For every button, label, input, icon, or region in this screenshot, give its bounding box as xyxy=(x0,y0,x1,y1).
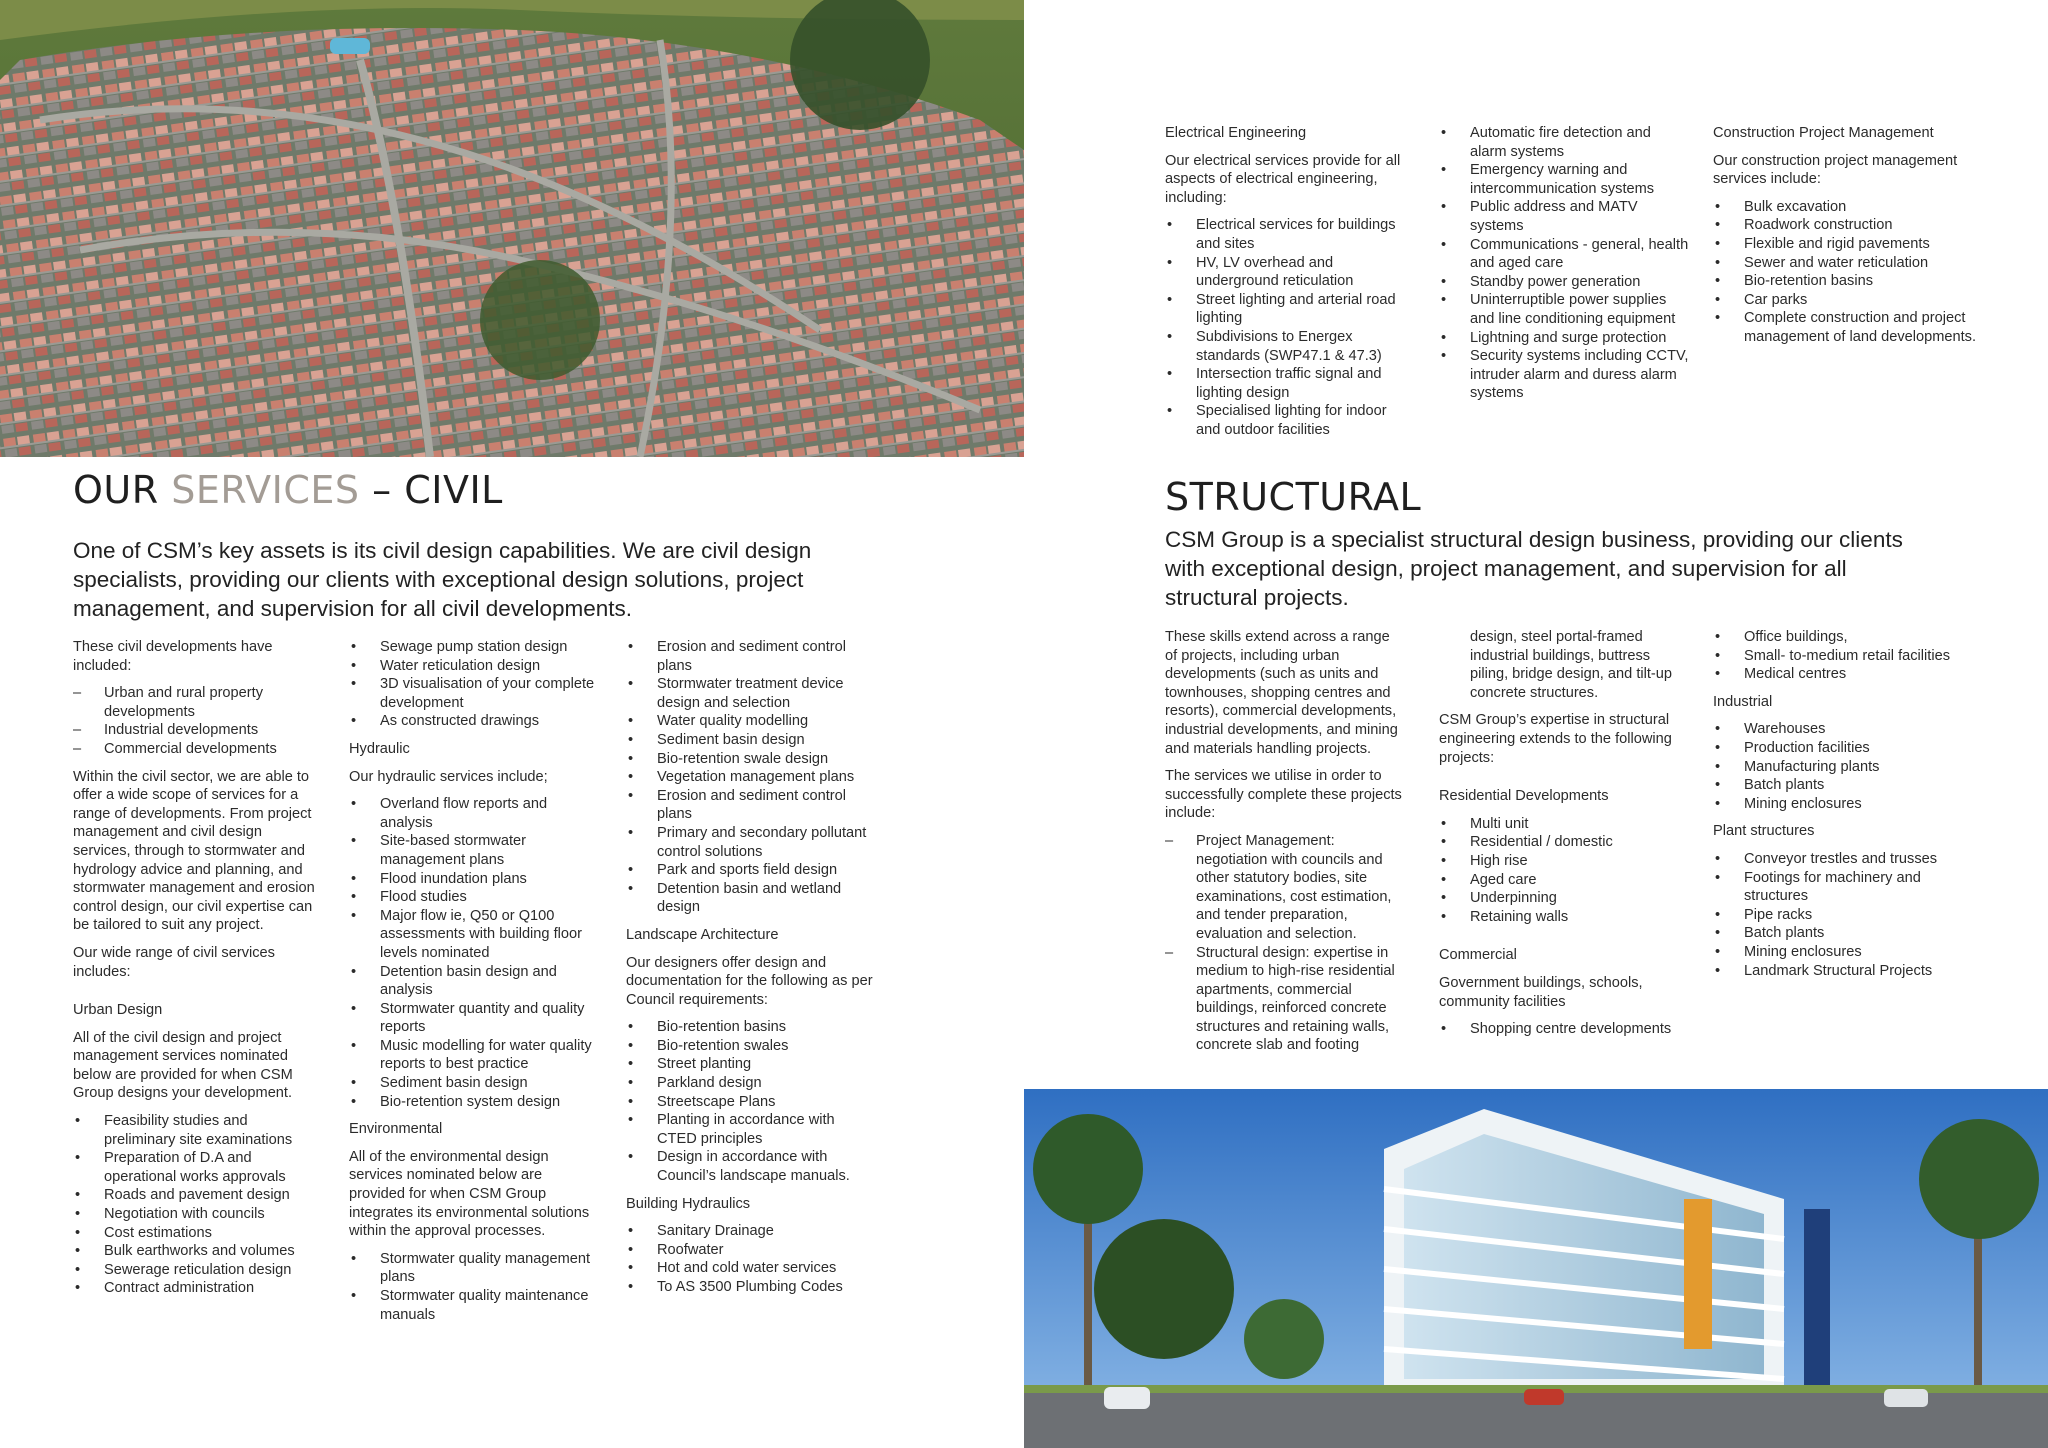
list-item: • Pipe racks xyxy=(1713,906,1978,925)
list-item: • Major flow ie, Q50 or Q100 assessments with building floor levels nominated xyxy=(349,907,601,963)
list-item: • Bio-retention system design xyxy=(349,1093,601,1112)
civil-column-3 xyxy=(626,638,878,1306)
list-item: • Roadwork construction xyxy=(1713,216,1978,235)
list-item: – Industrial developments xyxy=(73,721,318,740)
list-item: • Preparation of D.A and operational works approvals xyxy=(73,1149,318,1186)
industrial-list xyxy=(1713,720,1978,813)
structural-intro: CSM Group is a specialist structural design business, providing our clients with exceptional design, project management, and supervision for all structural projects. xyxy=(1165,527,1903,610)
list-item: • Overland flow reports and analysis xyxy=(349,795,601,832)
list-item: • Bulk earthworks and volumes xyxy=(73,1242,318,1261)
paragraph: Our designers offer design and documentation for the following as per Council requirements: xyxy=(626,954,873,1008)
list-item: • Electrical services for buildings and sites xyxy=(1165,216,1410,253)
list-item: • Intersection traffic signal and lighting design xyxy=(1165,365,1410,402)
electrical-list-continued xyxy=(1439,124,1691,403)
list-item: • Small- to-medium retail facilities xyxy=(1713,647,1978,666)
civil-column-2 xyxy=(349,638,601,1333)
list-item: • Communications - general, health and aged care xyxy=(1439,236,1691,273)
list-item: • Vegetation management plans xyxy=(626,768,878,787)
civil-heading: OUR SERVICES – CIVIL xyxy=(73,468,503,512)
list-item: – Commercial developments xyxy=(73,740,318,759)
civil-developments-list xyxy=(73,684,318,758)
list-item: • Automatic fire detection and alarm systems xyxy=(1439,124,1691,161)
list-item: • Flood inundation plans xyxy=(349,870,601,889)
list-item: • Detention basin design and analysis xyxy=(349,963,601,1000)
list-item: • Specialised lighting for indoor and outdoor facilities xyxy=(1165,402,1410,439)
list-item: • High rise xyxy=(1439,852,1689,871)
aerial-suburb-photo xyxy=(0,0,1024,457)
list-item: • Mining enclosures xyxy=(1713,795,1978,814)
list-item: – Urban and rural property developments xyxy=(73,684,318,721)
list-item: • Bio-retention swales xyxy=(626,1037,878,1056)
list-item: • Street lighting and arterial road lighting xyxy=(1165,291,1410,328)
commercial-title: Commercial xyxy=(1439,947,1517,964)
list-item: • Sanitary Drainage xyxy=(626,1222,878,1241)
list-item: • Stormwater quality maintenance manuals xyxy=(349,1287,601,1324)
civil-services-list-continued xyxy=(626,638,878,917)
list-item: • Street planting xyxy=(626,1055,878,1074)
list-item: • 3D visualisation of your complete development xyxy=(349,675,601,712)
environmental-title: Environmental xyxy=(349,1121,443,1138)
urban-design-title: Urban Design xyxy=(73,1002,163,1019)
list-item: • Sewer and water reticulation xyxy=(1713,254,1978,273)
commercial-list xyxy=(1439,1020,1689,1039)
list-item: • Detention basin and wetland design xyxy=(626,880,878,917)
landscape-list xyxy=(626,1018,878,1185)
list-item: • Roofwater xyxy=(626,1241,878,1260)
list-item: • Subdivisions to Energex standards (SWP47.1 & 47.3) xyxy=(1165,328,1410,365)
list-item: • Manufacturing plants xyxy=(1713,758,1978,777)
list-item: • Aged care xyxy=(1439,871,1689,890)
paragraph: CSM Group’s expertise in structural engineering extends to the following projects: xyxy=(1439,712,1672,766)
list-item: • Warehouses xyxy=(1713,720,1978,739)
list-item: • Sewerage reticulation design xyxy=(73,1261,318,1280)
structural-column-1 xyxy=(1165,628,1405,1064)
list-item: • Parkland design xyxy=(626,1074,878,1093)
paragraph: Government buildings, schools, community facilities xyxy=(1439,974,1643,1010)
list-item: • Emergency warning and intercommunication systems xyxy=(1439,161,1691,198)
list-item: • Batch plants xyxy=(1713,924,1978,943)
construction-title: Construction Project Management xyxy=(1713,125,1934,141)
list-item: • Erosion and sediment control plans xyxy=(626,787,878,824)
list-item: • Security systems including CCTV, intruder alarm and duress alarm systems xyxy=(1439,347,1691,403)
list-item: • Mining enclosures xyxy=(1713,943,1978,962)
building-hydraulics-title: Building Hydraulics xyxy=(626,1195,751,1212)
electrical-title: Electrical Engineering xyxy=(1165,125,1307,141)
structural-column-3 xyxy=(1713,628,1978,989)
list-item: • Design in accordance with Council’s landscape manuals. xyxy=(626,1148,878,1185)
residential-list xyxy=(1439,815,1689,927)
list-item: • Stormwater treatment device design and selection xyxy=(626,675,878,712)
list-item: • Shopping centre developments xyxy=(1439,1020,1689,1039)
list-item: • Primary and secondary pollutant control solutions xyxy=(626,824,878,861)
list-item: • Batch plants xyxy=(1713,776,1978,795)
list-item: • Stormwater quality management plans xyxy=(349,1250,601,1287)
list-item: • Bulk excavation xyxy=(1713,198,1978,217)
list-item: • Erosion and sediment control plans xyxy=(626,638,878,675)
list-item: • Feasibility studies and preliminary site examinations xyxy=(73,1112,318,1149)
paragraph: These civil developments have included: xyxy=(73,639,273,674)
structural-column-2 xyxy=(1439,628,1689,1048)
civil-column-1 xyxy=(73,638,318,1307)
building-render-photo xyxy=(1024,1089,2048,1448)
hydraulic-list xyxy=(349,795,601,1111)
hydraulic-title: Hydraulic xyxy=(349,740,410,757)
commercial-list-continued xyxy=(1713,628,1978,684)
construction-column xyxy=(1713,124,1978,356)
list-item: • Production facilities xyxy=(1713,739,1978,758)
list-item: • Multi unit xyxy=(1439,815,1689,834)
paragraph: The services we utilise in order to successfully complete these projects include: xyxy=(1165,768,1402,822)
paragraph: All of the civil design and project management services nominated below are provided for when CSM Group designs your development. xyxy=(73,1029,293,1102)
environmental-list xyxy=(349,1250,601,1324)
paragraph: design, steel portal-framed industrial buildings, buttress piling, bridge design, and tilt-up concrete structures. xyxy=(1470,629,1673,701)
list-item: • Bio-retention basins xyxy=(626,1018,878,1037)
structural-services-list xyxy=(1165,832,1405,1055)
civil-intro: One of CSM’s key assets is its civil design capabilities. We are civil design specialists, providing our clients with exceptional design solutions, project management, and supervision for all civil developments. xyxy=(73,538,812,621)
civil-services-list xyxy=(349,638,601,731)
list-item: • Negotiation with councils xyxy=(73,1205,318,1224)
urban-design-list xyxy=(73,1112,318,1298)
list-item: • Bio-retention basins xyxy=(1713,272,1978,291)
list-item: • Cost estimations xyxy=(73,1224,318,1243)
list-item: • Complete construction and project management of land developments. xyxy=(1713,309,1978,346)
plant-structures-title: Plant structures xyxy=(1713,823,1815,840)
list-item: • Retaining walls xyxy=(1439,908,1689,927)
list-item: • Flood studies xyxy=(349,888,601,907)
landscape-title: Landscape Architecture xyxy=(626,926,779,943)
residential-title: Residential Developments xyxy=(1439,788,1609,805)
electrical-column-1 xyxy=(1165,124,1410,449)
list-item: • Bio-retention swale design xyxy=(626,750,878,769)
list-item: • Hot and cold water services xyxy=(626,1259,878,1278)
industrial-title: Industrial xyxy=(1713,693,1773,710)
paragraph: Our hydraulic services include; xyxy=(349,768,548,785)
paragraph: Our wide range of civil services includes: xyxy=(73,944,275,980)
list-item: • Car parks xyxy=(1713,291,1978,310)
list-item: • Sediment basin design xyxy=(626,731,878,750)
list-item: • Streetscape Plans xyxy=(626,1093,878,1112)
list-item: • Public address and MATV systems xyxy=(1439,198,1691,235)
list-item: • Standby power generation xyxy=(1439,273,1691,292)
list-item: • Conveyor trestles and trusses xyxy=(1713,850,1978,869)
list-item: • Lightning and surge protection xyxy=(1439,329,1691,348)
construction-list xyxy=(1713,198,1978,347)
list-item: • Office buildings, xyxy=(1713,628,1978,647)
list-item: • Music modelling for water quality reports to best practice xyxy=(349,1037,601,1074)
paragraph: Our construction project management services include: xyxy=(1713,152,1958,188)
list-item: • Park and sports field design xyxy=(626,861,878,880)
list-item: • Roads and pavement design xyxy=(73,1186,318,1205)
list-item: • Water reticulation design xyxy=(349,657,601,676)
list-item: • Flexible and rigid pavements xyxy=(1713,235,1978,254)
list-item: • Sediment basin design xyxy=(349,1074,601,1093)
list-item: – Project Management: negotiation with councils and other statutory bodies, site examinations, cost estimation, and tender preparation, evaluation and selection. xyxy=(1165,832,1405,944)
list-item: • As constructed drawings xyxy=(349,712,601,731)
plant-structures-list xyxy=(1713,850,1978,980)
list-item: – Structural design: expertise in medium to high-rise residential apartments, commercial buildings, reinforced concrete structures and retaining walls, concrete slab and footing xyxy=(1165,944,1405,1056)
list-item: • Water quality modelling xyxy=(626,712,878,731)
list-item: • Planting in accordance with CTED principles xyxy=(626,1111,878,1148)
electrical-column-2 xyxy=(1439,124,1691,412)
list-item: • Uninterruptible power supplies and line conditioning equipment xyxy=(1439,291,1691,328)
list-item: • Underpinning xyxy=(1439,889,1689,908)
list-item: • Medical centres xyxy=(1713,665,1978,684)
paragraph: Our electrical services provide for all aspects of electrical engineering, including: xyxy=(1165,152,1401,206)
paragraph: All of the environmental design services nominated below are provided for when CSM Group integrates its environmental solutions within the approval processes. xyxy=(349,1148,590,1240)
list-item: • Contract administration xyxy=(73,1279,318,1298)
building-hydraulics-list xyxy=(626,1222,878,1296)
list-item: • To AS 3500 Plumbing Codes xyxy=(626,1278,878,1297)
electrical-list xyxy=(1165,216,1410,439)
list-item: • Stormwater quantity and quality reports xyxy=(349,1000,601,1037)
list-item: • Landmark Structural Projects xyxy=(1713,962,1978,981)
paragraph: Within the civil sector, we are able to offer a wide scope of services for a range of developments. From project management and civil design services, through to stormwater and hydrology advice and planning, and stormwater management and erosion control design, our civil expertise can be tailored to suit any project. xyxy=(73,768,315,934)
list-item: • Footings for machinery and structures xyxy=(1713,869,1978,906)
list-item: • HV, LV overhead and underground reticulation xyxy=(1165,254,1410,291)
list-item: • Residential / domestic xyxy=(1439,833,1689,852)
list-item: • Site-based stormwater management plans xyxy=(349,832,601,869)
list-item: • Sewage pump station design xyxy=(349,638,601,657)
structural-heading: STRUCTURAL xyxy=(1165,475,1422,519)
paragraph: These skills extend across a range of projects, including urban developments (such as units and townhouses, shopping centres and resorts), commercial developments, industrial developments, and mining and materials handling projects. xyxy=(1165,629,1398,757)
